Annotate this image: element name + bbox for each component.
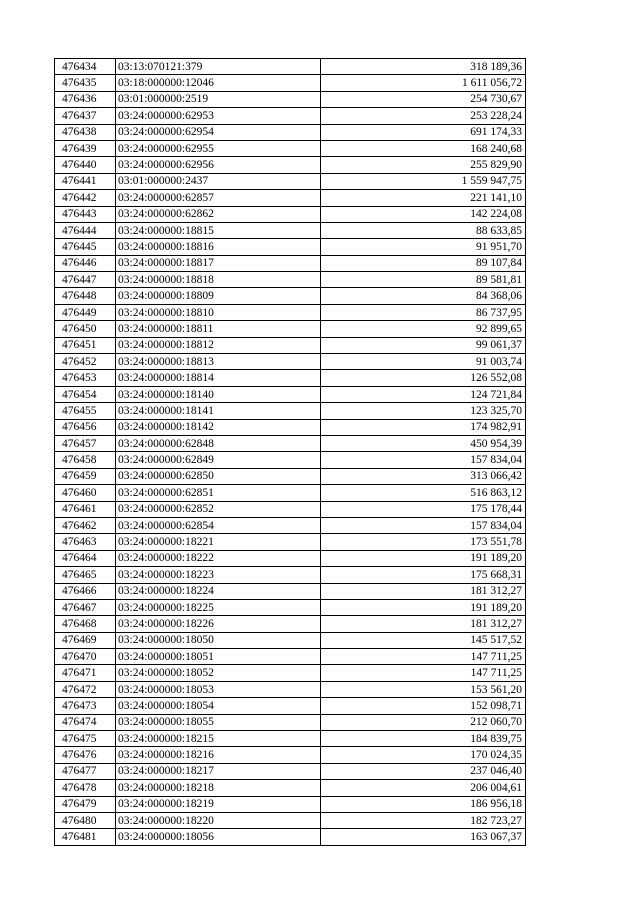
table-row — [55, 91, 526, 107]
table-row — [55, 173, 526, 189]
table-row — [55, 386, 526, 402]
value-cell: 123 325,70 — [321, 403, 526, 419]
row-number-cell: 476451 — [55, 337, 116, 353]
cadastral-number-cell: 03:24:000000:62850 — [116, 468, 321, 484]
table-row — [55, 747, 526, 763]
table-row — [55, 485, 526, 501]
cadastral-number-cell: 03:24:000000:18224 — [116, 583, 321, 599]
cadastral-number-cell: 03:24:000000:62854 — [116, 517, 321, 533]
table-row — [55, 714, 526, 730]
value-cell: 181 312,27 — [321, 616, 526, 632]
row-number-cell: 476472 — [55, 681, 116, 697]
registry-table-body — [55, 59, 526, 846]
cadastral-number-cell: 03:24:000000:18141 — [116, 403, 321, 419]
cadastral-number-cell: 03:24:000000:62954 — [116, 124, 321, 140]
row-number-cell: 476469 — [55, 632, 116, 648]
value-cell: 184 839,75 — [321, 731, 526, 747]
table-row — [55, 681, 526, 697]
value-cell: 191 189,20 — [321, 599, 526, 615]
row-number-cell: 476465 — [55, 567, 116, 583]
cadastral-number-cell: 03:24:000000:62851 — [116, 485, 321, 501]
row-number-cell: 476462 — [55, 517, 116, 533]
value-cell: 170 024,35 — [321, 747, 526, 763]
row-number-cell: 476463 — [55, 534, 116, 550]
table-row — [55, 272, 526, 288]
cadastral-number-cell: 03:24:000000:18216 — [116, 747, 321, 763]
table-row — [55, 337, 526, 353]
table-row — [55, 812, 526, 828]
table-row — [55, 435, 526, 451]
row-number-cell: 476479 — [55, 796, 116, 812]
cadastral-number-cell: 03:24:000000:18053 — [116, 681, 321, 697]
row-number-cell: 476475 — [55, 731, 116, 747]
row-number-cell: 476453 — [55, 370, 116, 386]
cadastral-number-cell: 03:24:000000:18054 — [116, 698, 321, 714]
table-row — [55, 517, 526, 533]
cadastral-number-cell: 03:24:000000:18811 — [116, 321, 321, 337]
cadastral-number-cell: 03:18:000000:12046 — [116, 75, 321, 91]
cadastral-number-cell: 03:13:070121:379 — [116, 59, 321, 75]
value-cell: 175 178,44 — [321, 501, 526, 517]
table-row — [55, 632, 526, 648]
row-number-cell: 476455 — [55, 403, 116, 419]
cadastral-number-cell: 03:24:000000:18809 — [116, 288, 321, 304]
table-row — [55, 616, 526, 632]
row-number-cell: 476447 — [55, 272, 116, 288]
value-cell: 147 711,25 — [321, 649, 526, 665]
cadastral-number-cell: 03:24:000000:18225 — [116, 599, 321, 615]
value-cell: 84 368,06 — [321, 288, 526, 304]
table-row — [55, 649, 526, 665]
cadastral-number-cell: 03:24:000000:62848 — [116, 435, 321, 451]
row-number-cell: 476460 — [55, 485, 116, 501]
row-number-cell: 476437 — [55, 108, 116, 124]
table-row — [55, 354, 526, 370]
row-number-cell: 476448 — [55, 288, 116, 304]
value-cell: 157 834,04 — [321, 452, 526, 468]
value-cell: 516 863,12 — [321, 485, 526, 501]
value-cell: 1 611 056,72 — [321, 75, 526, 91]
cadastral-number-cell: 03:24:000000:18220 — [116, 812, 321, 828]
value-cell: 313 066,42 — [321, 468, 526, 484]
value-cell: 174 982,91 — [321, 419, 526, 435]
cadastral-number-cell: 03:24:000000:62953 — [116, 108, 321, 124]
value-cell: 1 559 947,75 — [321, 173, 526, 189]
value-cell: 181 312,27 — [321, 583, 526, 599]
value-cell: 152 098,71 — [321, 698, 526, 714]
value-cell: 168 240,68 — [321, 140, 526, 156]
value-cell: 254 730,67 — [321, 91, 526, 107]
value-cell: 153 561,20 — [321, 681, 526, 697]
cadastral-number-cell: 03:24:000000:18810 — [116, 304, 321, 320]
cadastral-number-cell: 03:24:000000:18816 — [116, 239, 321, 255]
value-cell: 182 723,27 — [321, 812, 526, 828]
row-number-cell: 476444 — [55, 222, 116, 238]
table-row — [55, 698, 526, 714]
value-cell: 175 668,31 — [321, 567, 526, 583]
table-row — [55, 370, 526, 386]
value-cell: 253 228,24 — [321, 108, 526, 124]
row-number-cell: 476454 — [55, 386, 116, 402]
table-row — [55, 452, 526, 468]
table-row — [55, 665, 526, 681]
cadastral-number-cell: 03:24:000000:18217 — [116, 763, 321, 779]
table-row — [55, 190, 526, 206]
value-cell: 91 951,70 — [321, 239, 526, 255]
row-number-cell: 476442 — [55, 190, 116, 206]
cadastral-number-cell: 03:24:000000:62956 — [116, 157, 321, 173]
value-cell: 89 581,81 — [321, 272, 526, 288]
value-cell: 186 956,18 — [321, 796, 526, 812]
row-number-cell: 476464 — [55, 550, 116, 566]
cadastral-number-cell: 03:24:000000:18815 — [116, 222, 321, 238]
row-number-cell: 476461 — [55, 501, 116, 517]
cadastral-number-cell: 03:01:000000:2437 — [116, 173, 321, 189]
table-row — [55, 731, 526, 747]
row-number-cell: 476439 — [55, 140, 116, 156]
row-number-cell: 476457 — [55, 435, 116, 451]
table-row — [55, 157, 526, 173]
cadastral-number-cell: 03:24:000000:62955 — [116, 140, 321, 156]
value-cell: 157 834,04 — [321, 517, 526, 533]
value-cell: 88 633,85 — [321, 222, 526, 238]
cadastral-number-cell: 03:24:000000:18215 — [116, 731, 321, 747]
table-row — [55, 468, 526, 484]
cadastral-number-cell: 03:24:000000:18818 — [116, 272, 321, 288]
table-row — [55, 75, 526, 91]
value-cell: 237 046,40 — [321, 763, 526, 779]
value-cell: 318 189,36 — [321, 59, 526, 75]
row-number-cell: 476473 — [55, 698, 116, 714]
table-row — [55, 108, 526, 124]
cadastral-number-cell: 03:24:000000:62852 — [116, 501, 321, 517]
table-row — [55, 419, 526, 435]
cadastral-number-cell: 03:24:000000:18226 — [116, 616, 321, 632]
row-number-cell: 476435 — [55, 75, 116, 91]
cadastral-number-cell: 03:24:000000:62857 — [116, 190, 321, 206]
table-row — [55, 403, 526, 419]
cadastral-number-cell: 03:01:000000:2519 — [116, 91, 321, 107]
value-cell: 191 189,20 — [321, 550, 526, 566]
value-cell: 450 954,39 — [321, 435, 526, 451]
cadastral-number-cell: 03:24:000000:18219 — [116, 796, 321, 812]
cadastral-number-cell: 03:24:000000:18052 — [116, 665, 321, 681]
value-cell: 99 061,37 — [321, 337, 526, 353]
table-row — [55, 124, 526, 140]
value-cell: 126 552,08 — [321, 370, 526, 386]
row-number-cell: 476471 — [55, 665, 116, 681]
value-cell: 86 737,95 — [321, 304, 526, 320]
cadastral-number-cell: 03:24:000000:18050 — [116, 632, 321, 648]
value-cell: 691 174,33 — [321, 124, 526, 140]
cadastral-number-cell: 03:24:000000:18817 — [116, 255, 321, 271]
value-cell: 173 551,78 — [321, 534, 526, 550]
table-row — [55, 567, 526, 583]
table-row — [55, 501, 526, 517]
row-number-cell: 476481 — [55, 829, 116, 845]
table-row — [55, 239, 526, 255]
cadastral-number-cell: 03:24:000000:18218 — [116, 780, 321, 796]
row-number-cell: 476478 — [55, 780, 116, 796]
registry-table — [54, 58, 526, 846]
cadastral-number-cell: 03:24:000000:18140 — [116, 386, 321, 402]
value-cell: 221 141,10 — [321, 190, 526, 206]
row-number-cell: 476470 — [55, 649, 116, 665]
row-number-cell: 476441 — [55, 173, 116, 189]
row-number-cell: 476477 — [55, 763, 116, 779]
row-number-cell: 476434 — [55, 59, 116, 75]
cadastral-number-cell: 03:24:000000:18223 — [116, 567, 321, 583]
value-cell: 212 060,70 — [321, 714, 526, 730]
cadastral-number-cell: 03:24:000000:18051 — [116, 649, 321, 665]
value-cell: 142 224,08 — [321, 206, 526, 222]
table-row — [55, 255, 526, 271]
table-row — [55, 288, 526, 304]
row-number-cell: 476458 — [55, 452, 116, 468]
value-cell: 89 107,84 — [321, 255, 526, 271]
row-number-cell: 476443 — [55, 206, 116, 222]
cadastral-number-cell: 03:24:000000:18221 — [116, 534, 321, 550]
row-number-cell: 476452 — [55, 354, 116, 370]
table-row — [55, 763, 526, 779]
table-row — [55, 796, 526, 812]
value-cell: 91 003,74 — [321, 354, 526, 370]
value-cell: 163 067,37 — [321, 829, 526, 845]
cadastral-number-cell: 03:24:000000:62862 — [116, 206, 321, 222]
table-row — [55, 206, 526, 222]
cadastral-number-cell: 03:24:000000:18812 — [116, 337, 321, 353]
row-number-cell: 476480 — [55, 812, 116, 828]
table-row — [55, 140, 526, 156]
value-cell: 145 517,52 — [321, 632, 526, 648]
row-number-cell: 476445 — [55, 239, 116, 255]
row-number-cell: 476466 — [55, 583, 116, 599]
table-row — [55, 222, 526, 238]
cadastral-number-cell: 03:24:000000:18222 — [116, 550, 321, 566]
value-cell: 124 721,84 — [321, 386, 526, 402]
row-number-cell: 476476 — [55, 747, 116, 763]
cadastral-number-cell: 03:24:000000:18813 — [116, 354, 321, 370]
table-row — [55, 599, 526, 615]
row-number-cell: 476438 — [55, 124, 116, 140]
table-row — [55, 780, 526, 796]
row-number-cell: 476440 — [55, 157, 116, 173]
cadastral-number-cell: 03:24:000000:18056 — [116, 829, 321, 845]
table-row — [55, 321, 526, 337]
row-number-cell: 476456 — [55, 419, 116, 435]
table-row — [55, 534, 526, 550]
row-number-cell: 476468 — [55, 616, 116, 632]
row-number-cell: 476474 — [55, 714, 116, 730]
value-cell: 255 829,90 — [321, 157, 526, 173]
value-cell: 92 899,65 — [321, 321, 526, 337]
table-row — [55, 583, 526, 599]
cadastral-number-cell: 03:24:000000:18055 — [116, 714, 321, 730]
cadastral-number-cell: 03:24:000000:62849 — [116, 452, 321, 468]
row-number-cell: 476446 — [55, 255, 116, 271]
row-number-cell: 476449 — [55, 304, 116, 320]
value-cell: 206 004,61 — [321, 780, 526, 796]
row-number-cell: 476450 — [55, 321, 116, 337]
table-row — [55, 304, 526, 320]
cadastral-number-cell: 03:24:000000:18814 — [116, 370, 321, 386]
table-row — [55, 550, 526, 566]
table-row — [55, 829, 526, 845]
row-number-cell: 476436 — [55, 91, 116, 107]
cadastral-number-cell: 03:24:000000:18142 — [116, 419, 321, 435]
row-number-cell: 476459 — [55, 468, 116, 484]
table-row — [55, 59, 526, 75]
value-cell: 147 711,25 — [321, 665, 526, 681]
row-number-cell: 476467 — [55, 599, 116, 615]
